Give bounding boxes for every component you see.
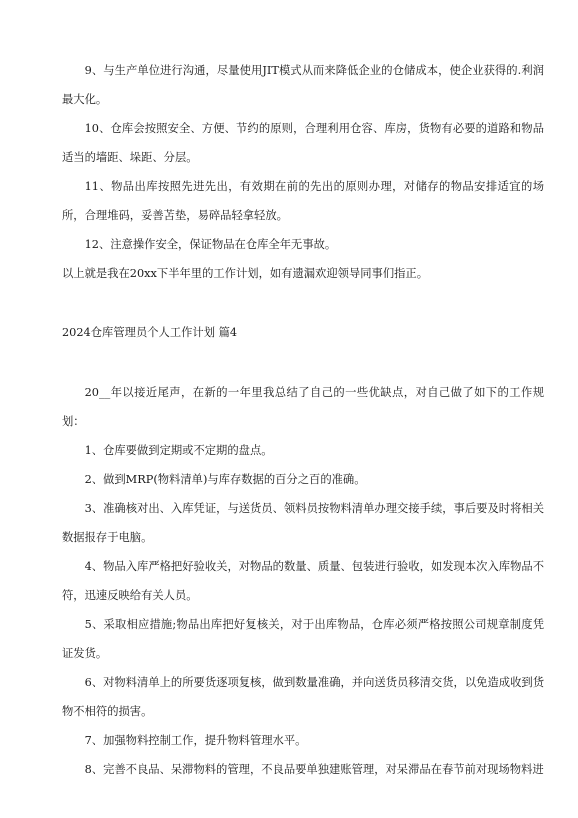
- plan-item-5: 5、采取相应措施;物品出库把好复核关，对于出库物品，仓库必须严格按照公司规章制度凭证发货。: [62, 618, 544, 660]
- plan-item-2: 2、做到MRP(物料清单)与库存数据的百分之百的准确。: [84, 473, 366, 486]
- paragraph-item-12: 12、注意操作安全，保证物品在仓库全年无事故。: [84, 238, 337, 251]
- plan-item-1: 1、仓库要做到定期或不定期的盘点。: [84, 444, 273, 457]
- paragraph-item-10: 10、仓库会按照安全、方便、节约的原则，合理利用仓容、库房，货物有必要的道路和物品适当的墙距、垛距、分层。: [62, 122, 544, 164]
- plan-item-8: 8、完善不良品、呆滞物料的管理，不良品要单独建账管理，对呆滞品在春节前对现场物料进: [84, 763, 544, 776]
- closing-paragraph: 以上就是我在20xx下半年里的工作计划，如有遗漏欢迎领导同事们指正。: [62, 267, 429, 280]
- plan-item-3: 3、准确核对出、入库凭证，与送货员、领料员按物料清单办理交接手续，事后要及时将相关数据报存于电脑。: [62, 502, 544, 544]
- plan-item-7: 7、加强物料控制工作，提升物料管理水平。: [84, 734, 307, 747]
- plan-item-6: 6、对物料清单上的所要货逐项复核，做到数量准确，并向送货员移清交货，以免造成收到货物不相符的损害。: [62, 676, 544, 718]
- section-heading: 2024仓库管理员个人工作计划 篇4: [62, 326, 238, 339]
- intro-paragraph: 20__年以接近尾声，在新的一年里我总结了自己的一些优缺点，对自己做了如下的工作规划：: [62, 386, 544, 428]
- paragraph-item-9: 9、与生产单位进行沟通，尽量使用JIT模式从而来降低企业的仓储成本，使企业获得的.利润最大化。: [62, 64, 544, 106]
- paragraph-item-11: 11、物品出库按照先进先出，有效期在前的先出的原则办理，对储存的物品安排适宜的场所，合理堆码，妥善苫垫，易碎品轻拿轻放。: [62, 180, 544, 222]
- plan-item-4: 4、物品入库严格把好验收关，对物品的数量、质量、包装进行验收，如发现本次入库物品不符，迅速反映给有关人员。: [62, 560, 544, 602]
